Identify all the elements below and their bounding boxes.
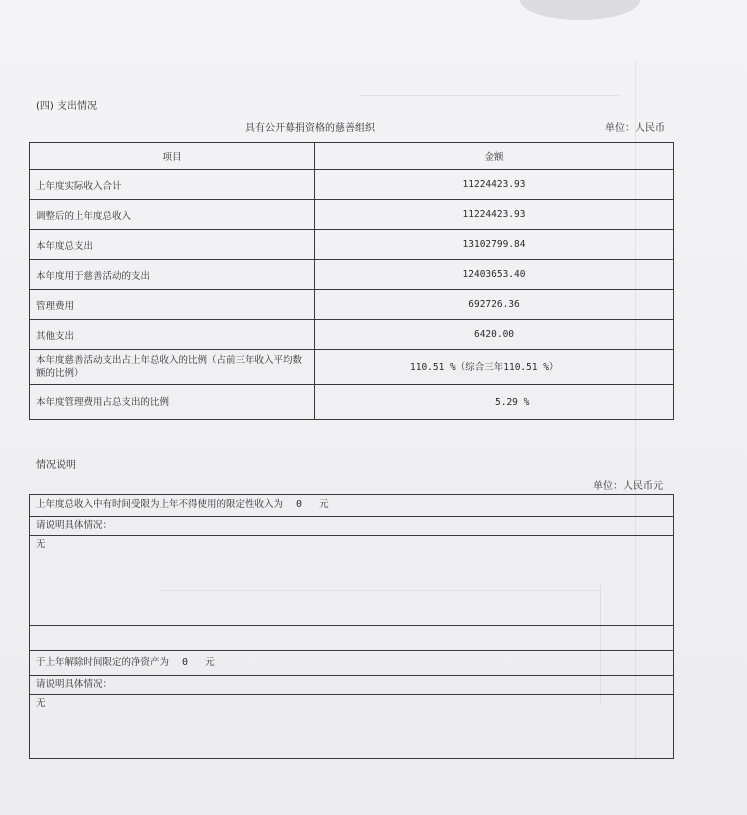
released-assets-text: 于上年解除时间限定的净资产为 — [36, 657, 170, 668]
expenditure-table — [29, 142, 674, 420]
table-row — [30, 230, 674, 260]
table-row — [30, 170, 674, 200]
explain-answer-1 — [30, 536, 673, 626]
row-amount: 11224423.93 — [315, 200, 674, 230]
scan-streak — [360, 95, 620, 96]
row-amount: 6420.00 — [315, 320, 674, 350]
notes-unit-label: 单位：人民币元 — [593, 481, 663, 492]
table-row — [30, 290, 674, 320]
explain-prompt-text: 请说明具体情况： — [36, 679, 113, 690]
column-header-item: 项目 — [30, 143, 315, 170]
section-title: (四) 支出情况 — [36, 101, 97, 112]
row-label: 本年度用于慈善活动的支出 — [30, 260, 315, 290]
restricted-income-text: 上年度总收入中有时间受限为上年不得使用的限定性收入为 — [36, 499, 284, 510]
row-amount: 12403653.40 — [315, 260, 674, 290]
explain-prompt-text: 请说明具体情况： — [36, 520, 113, 531]
table-header-row — [30, 143, 674, 170]
row-label: 本年度总支出 — [30, 230, 315, 260]
explain-answer-text: 无 — [36, 539, 46, 550]
explain-prompt-2 — [30, 676, 673, 695]
row-label: 管理费用 — [30, 290, 315, 320]
notes-title: 情况说明 — [36, 460, 76, 471]
spacer-row — [30, 626, 673, 651]
table-row — [30, 320, 674, 350]
table-row — [30, 350, 674, 385]
notes-box — [29, 494, 674, 759]
table-row — [30, 260, 674, 290]
row-label: 调整后的上年度总收入 — [30, 200, 315, 230]
row-label: 其他支出 — [30, 320, 315, 350]
scan-shadow — [520, 0, 640, 20]
row-amount: 110.51 %（综合三年110.51 %） — [315, 350, 674, 385]
row-label: 上年度实际收入合计 — [30, 170, 315, 200]
row-amount: 13102799.84 — [315, 230, 674, 260]
restricted-income-unit: 元 — [319, 499, 329, 510]
explain-prompt-1 — [30, 517, 673, 536]
released-assets-unit: 元 — [205, 657, 215, 668]
restricted-income-value: 0 — [296, 499, 303, 510]
row-amount: 11224423.93 — [315, 170, 674, 200]
explain-answer-2 — [30, 695, 673, 755]
row-label: 本年度慈善活动支出占上年总收入的比例（占前三年收入平均数额的比例） — [30, 350, 315, 385]
table-row — [30, 200, 674, 230]
restricted-income-line — [30, 495, 673, 517]
released-assets-value: 0 — [182, 657, 189, 668]
row-amount: 5.29 % — [315, 385, 674, 420]
row-label: 本年度管理费用占总支出的比例 — [30, 385, 315, 420]
explain-answer-text: 无 — [36, 698, 46, 709]
unit-label: 单位：人民币 — [605, 123, 665, 134]
released-assets-line — [30, 651, 673, 676]
org-type-caption: 具有公开募捐资格的慈善组织 — [245, 123, 375, 134]
column-header-amount: 金额 — [315, 143, 674, 170]
row-amount: 692726.36 — [315, 290, 674, 320]
table-row — [30, 385, 674, 420]
